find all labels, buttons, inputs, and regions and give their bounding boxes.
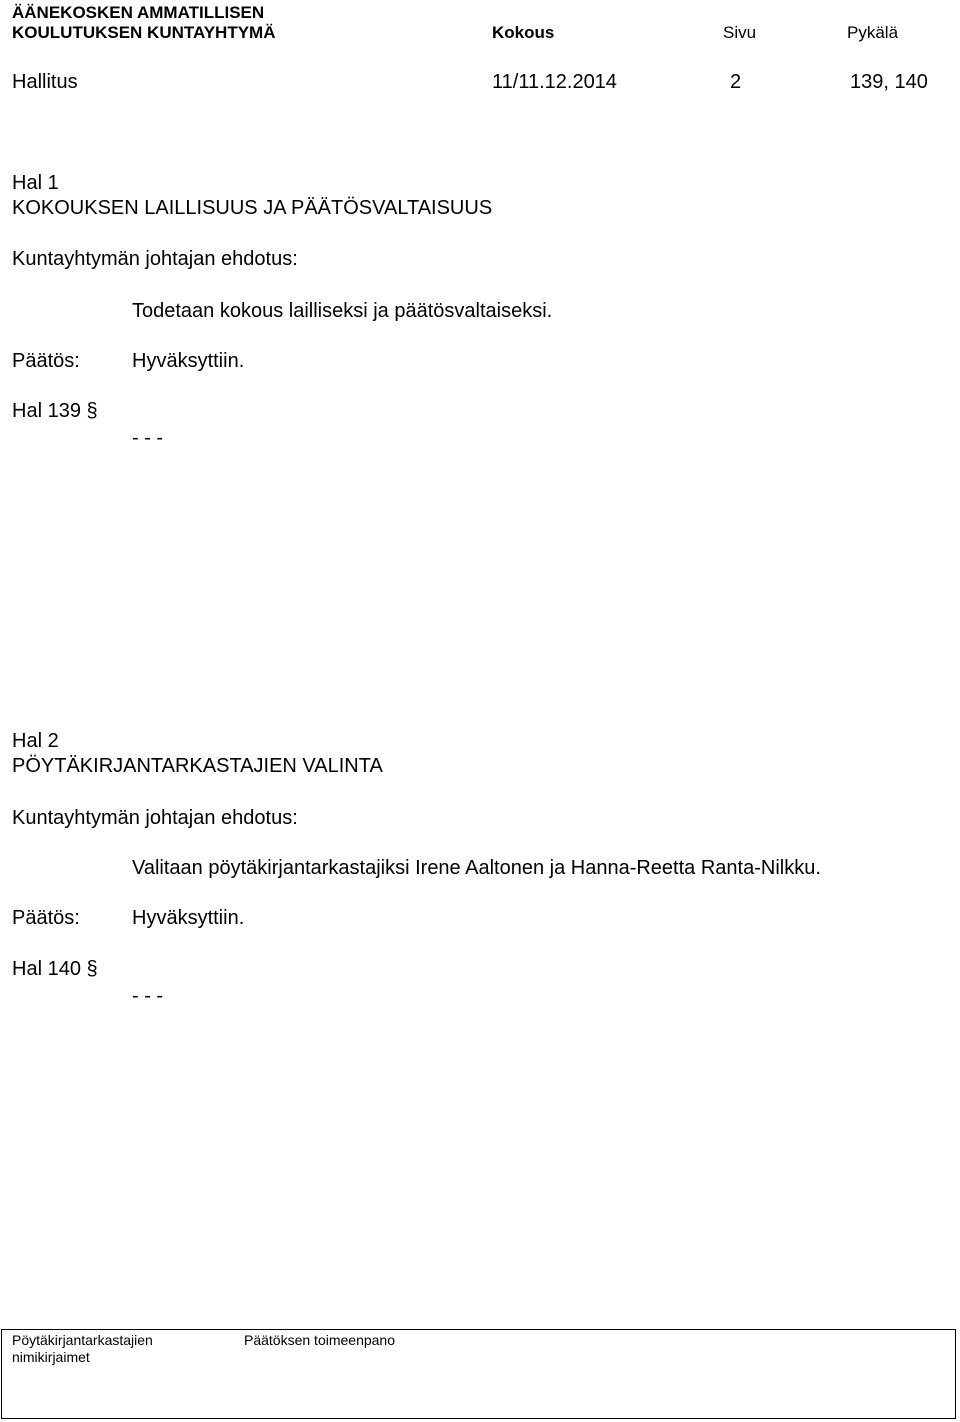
item-title: PÖYTÄKIRJANTARKASTAJIEN VALINTA	[12, 755, 383, 777]
page-number: 2	[730, 71, 742, 93]
item-ref: Hal 2	[12, 730, 59, 752]
meeting-date: 11/11.12.2014	[492, 71, 617, 93]
meeting-label: Kokous	[492, 23, 555, 42]
signers-label-line1: Pöytäkirjantarkastajien	[12, 1332, 153, 1348]
separator: - - -	[132, 985, 164, 1007]
decision-text: Hyväksyttiin.	[132, 350, 245, 372]
execution-label: Päätöksen toimeenpano	[244, 1332, 395, 1348]
org-name-line2: KOULUTUKSEN KUNTAYHTYMÄ	[12, 23, 276, 42]
item-ref: Hal 1	[12, 172, 59, 194]
separator: - - -	[132, 427, 164, 449]
section-label: Pykälä	[847, 23, 899, 42]
body-name: Hallitus	[12, 71, 78, 93]
proposal-text: Valitaan pöytäkirjantarkastajiksi Irene Aaltonen ja Hanna-Reetta Ranta-Nilkku.	[132, 857, 821, 879]
page-label: Sivu	[723, 23, 757, 42]
proposal-label: Kuntayhtymän johtajan ehdotus:	[12, 248, 298, 270]
section-mark-icon: §	[86, 958, 98, 980]
section-ref: Hal 140 §	[12, 958, 98, 980]
decision-label: Päätös:	[12, 907, 80, 929]
proposal-label: Kuntayhtymän johtajan ehdotus:	[12, 807, 298, 829]
decision-label: Päätös:	[12, 350, 80, 372]
proposal-text: Todetaan kokous lailliseksi ja päätösvaltaiseksi.	[132, 300, 553, 322]
item-title: KOKOUKSEN LAILLISUUS JA PÄÄTÖSVALTAISUUS	[12, 197, 493, 219]
section-mark-icon: §	[86, 400, 98, 422]
org-name-line1: ÄÄNEKOSKEN AMMATILLISEN	[12, 3, 265, 22]
signers-label-line2: nimikirjaimet	[12, 1349, 90, 1365]
section-ref: Hal 139 §	[12, 400, 98, 422]
section-numbers: 139, 140	[850, 71, 928, 93]
decision-text: Hyväksyttiin.	[132, 907, 245, 929]
